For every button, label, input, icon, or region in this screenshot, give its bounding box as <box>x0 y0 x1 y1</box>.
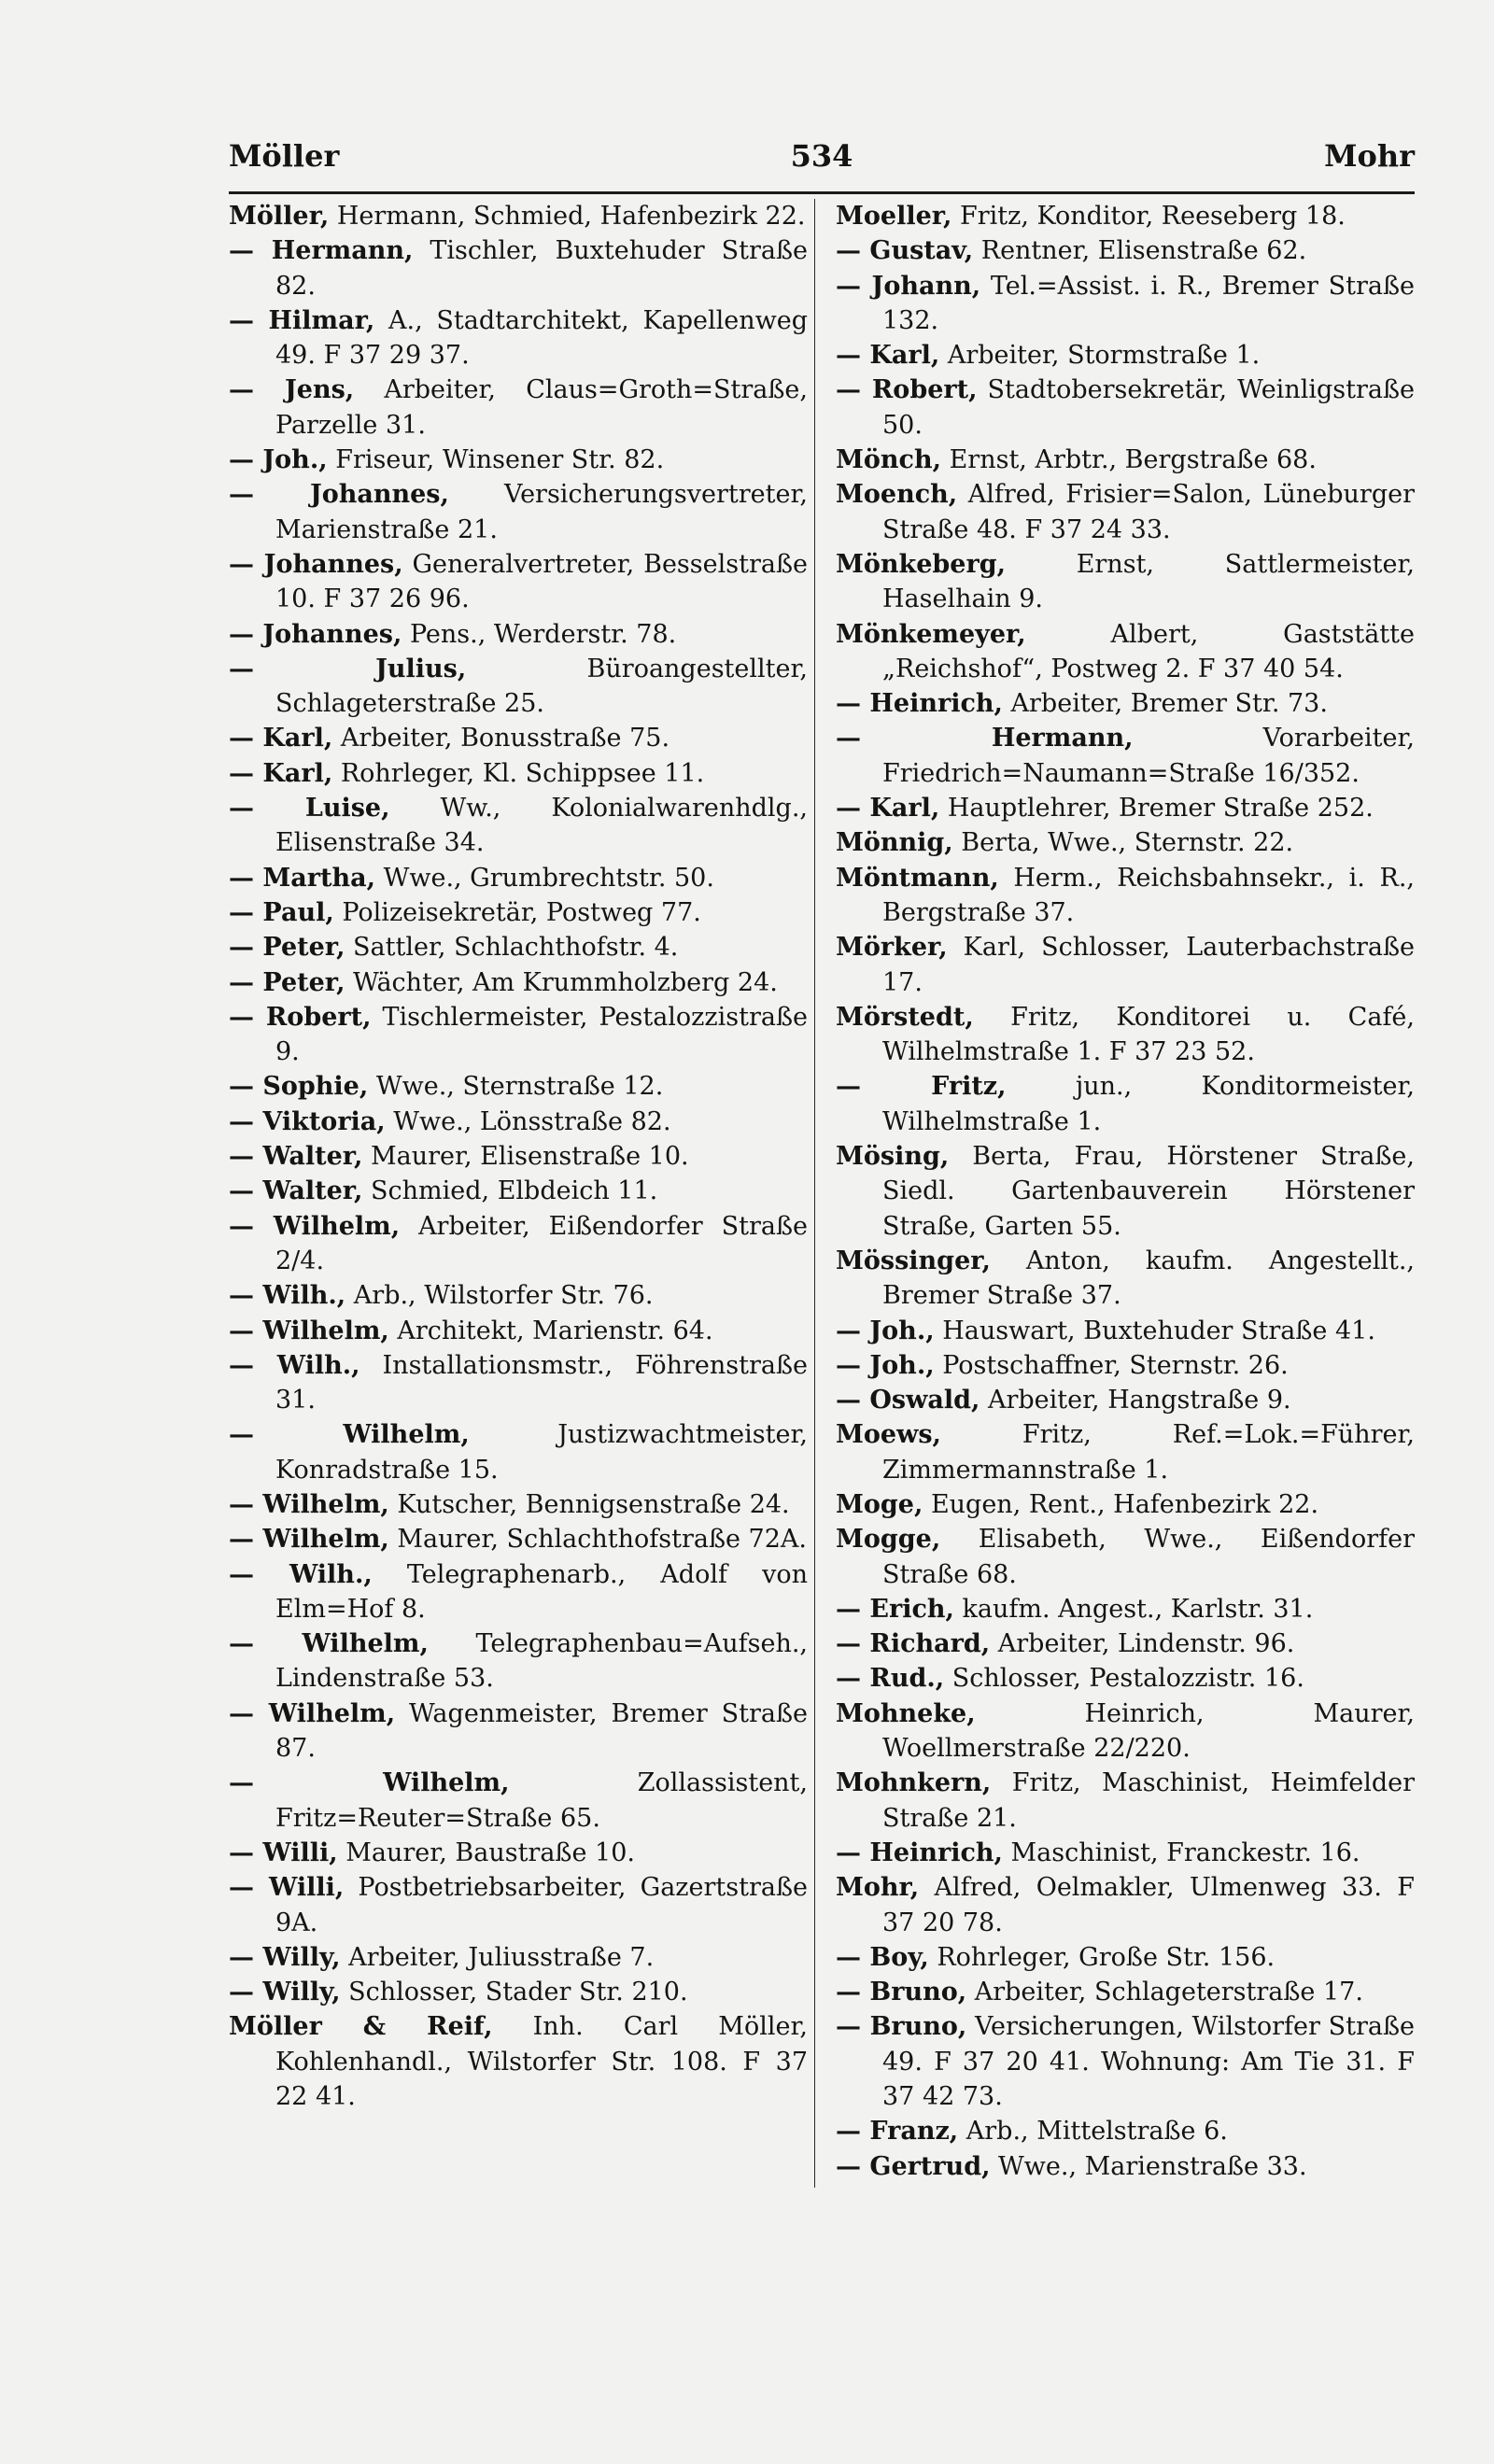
entry-details: Tel.=Assist. i. R., Bremer Straße 132. <box>882 271 1415 335</box>
directory-entry <box>836 930 1415 1000</box>
entry-name: — Hilmar, <box>229 305 375 335</box>
entry-details: Hauptlehrer, Bremer Straße 252. <box>939 794 1374 824</box>
entry-name: — Peter, <box>229 967 345 997</box>
directory-entry <box>229 1417 808 1487</box>
entry-name: — Johann, <box>836 271 981 301</box>
page-header <box>229 138 1415 187</box>
directory-entry <box>836 1069 1415 1139</box>
directory-entry <box>229 652 808 722</box>
entry-details: Telegraphenarb., Adolf von Elm=Hof 8. <box>275 1559 808 1624</box>
entry-name: — Joh., <box>229 445 328 475</box>
entry-details: Schmied, Elbdeich 11. <box>362 1176 658 1206</box>
directory-entry <box>229 1209 808 1279</box>
directory-entry <box>836 861 1415 931</box>
entry-name: Mönch, <box>836 445 941 475</box>
directory-entry <box>836 617 1415 687</box>
directory-entry <box>836 373 1415 443</box>
entry-name: Möntmann, <box>836 863 999 893</box>
directory-entry <box>836 1870 1415 1940</box>
entry-name: Mohneke, <box>836 1698 976 1728</box>
entry-details: Friseur, Winsener Str. 82. <box>327 445 665 475</box>
directory-entry <box>229 1626 808 1697</box>
directory-entry <box>836 1626 1415 1661</box>
entry-details: Versicherungsvertreter, Marienstraße 21. <box>275 480 808 544</box>
entry-name: — Wilhelm, <box>229 1211 401 1241</box>
entry-name: Möller & Reif, <box>229 2012 493 2042</box>
directory-entry <box>836 547 1415 617</box>
page-number: 534 <box>790 138 853 174</box>
entry-name: — Wilhelm, <box>229 1420 470 1450</box>
entry-details: Kutscher, Bennigsenstraße 24. <box>388 1489 790 1519</box>
directory-entry <box>229 721 808 755</box>
directory-entry <box>836 1383 1415 1417</box>
entry-name: — Martha, <box>229 863 376 893</box>
entry-details: Installationsmstr., Föhrenstraße 31. <box>275 1350 808 1415</box>
entry-name: — Joh., <box>836 1316 935 1345</box>
directory-entry <box>229 1314 808 1348</box>
directory-entry <box>836 721 1415 791</box>
directory-entry <box>836 1244 1415 1314</box>
directory-entry <box>229 1940 808 1975</box>
entry-name: — Jens, <box>229 375 355 405</box>
entry-name: — Heinrich, <box>836 689 1003 719</box>
entry-details: Albert, Gaststätte „Reichshof“, Postweg 2. F 37 40 54. <box>882 619 1415 683</box>
entry-name: — Hermann, <box>229 236 414 266</box>
entry-name: — Fritz, <box>836 1072 1007 1102</box>
directory-entry <box>229 1697 808 1767</box>
entry-details: Generalvertreter, Besselstraße 10. F 37 26 96. <box>275 549 808 614</box>
directory-entry <box>836 1697 1415 1767</box>
directory-entry <box>229 1836 808 1870</box>
directory-entry <box>836 1522 1415 1592</box>
entry-details: Wwe., Marienstraße 33. <box>990 2151 1307 2181</box>
entry-name: — Karl, <box>836 341 940 371</box>
directory-entry <box>836 1766 1415 1836</box>
entry-name: — Wilhelm, <box>229 1489 389 1519</box>
entry-details: Tischlermeister, Pestalozzistraße 9. <box>275 1002 808 1067</box>
entry-name: — Walter, <box>229 1176 363 1206</box>
entry-details: Arbeiter, Schlageterstraße 17. <box>966 1978 1363 2007</box>
directory-entry <box>836 338 1415 373</box>
directory-entry <box>836 1417 1415 1487</box>
entry-name: — Karl, <box>229 758 333 788</box>
entry-name: — Karl, <box>229 724 333 753</box>
entry-details: Schlosser, Stader Str. 210. <box>340 1978 688 2007</box>
entry-name: — Wilh., <box>229 1350 360 1380</box>
column-divider <box>814 199 815 2188</box>
entry-details: Justizwachtmeister, Konradstraße 15. <box>275 1420 808 1485</box>
entry-details: Arb., Mittelstraße 6. <box>958 2117 1228 2147</box>
entry-name: — Boy, <box>836 1942 929 1972</box>
directory-entry <box>229 303 808 373</box>
entry-name: — Willi, <box>229 1837 338 1867</box>
directory-entry <box>229 1870 808 1940</box>
entry-name: — Viktoria, <box>229 1106 386 1136</box>
directory-entry <box>229 373 808 443</box>
directory-entry <box>229 2009 808 2114</box>
entry-details: Wwe., Grumbrechtstr. 50. <box>375 863 714 893</box>
entry-details: Arbeiter, Eißendorfer Straße 2/4. <box>275 1211 808 1275</box>
directory-entry <box>836 1940 1415 1975</box>
entry-name: Mörstedt, <box>836 1002 974 1032</box>
entry-details: Berta, Frau, Hörstener Straße, Siedl. Gartenbauverein Hörstener Straße, Garten 55. <box>882 1142 1415 1241</box>
directory-entry <box>229 443 808 477</box>
entry-details: Hauswart, Buxtehuder Straße 41. <box>934 1316 1375 1345</box>
entry-details: Fritz, Ref.=Lok.=Führer, Zimmermannstraße 1. <box>882 1420 1415 1485</box>
entry-name: — Heinrich, <box>836 1837 1003 1867</box>
entry-details: Arb., Wilstorfer Str. 76. <box>345 1281 654 1311</box>
entry-details: Alfred, Frisier=Salon, Lüneburger Straße 48. F 37 24 33. <box>882 480 1415 544</box>
entry-details: Arbeiter, Claus=Groth=Straße, Parzelle 31. <box>275 375 808 440</box>
directory-entry <box>836 1592 1415 1626</box>
header-rule <box>229 191 1415 194</box>
directory-entry <box>836 825 1415 860</box>
entry-name: — Robert, <box>836 375 978 405</box>
directory-entry <box>836 2149 1415 2184</box>
directory-entry <box>836 1661 1415 1696</box>
entry-details: kaufm. Angest., Karlstr. 31. <box>953 1594 1314 1624</box>
entry-name: — Julius, <box>229 654 467 683</box>
entry-details: Arbeiter, Juliusstraße 7. <box>340 1942 655 1972</box>
entry-details: Schlosser, Pestalozzistr. 16. <box>944 1664 1304 1694</box>
entry-name: — Hermann, <box>836 724 1134 753</box>
directory-entry <box>229 1139 808 1174</box>
directory-entry <box>836 1975 1415 2009</box>
directory-entry <box>229 930 808 964</box>
entry-name: — Oswald, <box>836 1386 980 1415</box>
entry-details: Maurer, Baustraße 10. <box>337 1837 635 1867</box>
entry-details: Maschinist, Franckestr. 16. <box>1002 1837 1360 1867</box>
entry-details: Maurer, Schlachthofstraße 72A. <box>388 1525 807 1555</box>
entry-details: Polizeisekretär, Postweg 77. <box>333 897 701 927</box>
directory-entry <box>836 1487 1415 1522</box>
directory-entry <box>836 443 1415 477</box>
entry-name: Mönkemeyer, <box>836 619 1026 649</box>
entry-name: — Luise, <box>229 794 390 824</box>
entry-name: — Gustav, <box>836 236 974 266</box>
directory-entry <box>836 1139 1415 1244</box>
entry-name: — Peter, <box>229 933 345 963</box>
entry-name: — Walter, <box>229 1142 363 1172</box>
entry-details: Vorarbeiter, Friedrich=Naumann=Straße 16/352. <box>882 724 1415 788</box>
entry-details: Arbeiter, Stormstraße 1. <box>939 341 1261 371</box>
entry-details: Rohrleger, Große Str. 156. <box>928 1942 1276 1972</box>
entry-details: Sattler, Schlachthofstr. 4. <box>345 933 679 963</box>
directory-entry <box>229 861 808 895</box>
entry-details: jun., Konditormeister, Wilhelmstraße 1. <box>882 1072 1415 1136</box>
directory-entry <box>229 791 808 861</box>
directory-entry <box>836 233 1415 268</box>
entry-details: Arbeiter, Lindenstr. 96. <box>990 1629 1295 1659</box>
directory-entry <box>836 269 1415 339</box>
entry-details: Inh. Carl Möller, Kohlenhandl., Wilstorfer Str. 108. F 37 22 41. <box>275 2012 808 2112</box>
entry-details: Architekt, Marienstr. 64. <box>388 1316 713 1345</box>
entry-details: Karl, Schlosser, Lauterbachstraße 17. <box>882 933 1415 997</box>
entry-details: Rohrleger, Kl. Schippsee 11. <box>332 758 705 788</box>
entry-name: — Erich, <box>836 1594 954 1624</box>
directory-entry <box>836 2114 1415 2148</box>
entry-name: Moews, <box>836 1420 941 1450</box>
entry-name: Moeller, <box>836 202 952 231</box>
entry-name: — Wilhelm, <box>229 1316 389 1345</box>
entry-details: Rentner, Elisenstraße 62. <box>973 236 1307 266</box>
entry-name: Möller, <box>229 202 330 231</box>
entry-details: Fritz, Maschinist, Heimfelder Straße 21. <box>882 1768 1415 1833</box>
directory-entry <box>229 1000 808 1070</box>
directory-entry <box>836 1348 1415 1383</box>
entry-name: — Johannes, <box>229 619 402 649</box>
directory-entry <box>229 1174 808 1208</box>
entry-details: Arbeiter, Bonusstraße 75. <box>332 724 670 753</box>
directory-entry <box>229 617 808 652</box>
directory-entry <box>836 1314 1415 1348</box>
directory-entry <box>229 1278 808 1313</box>
directory-entry <box>836 1836 1415 1870</box>
directory-entry <box>229 756 808 791</box>
entry-name: — Willy, <box>229 1978 341 2007</box>
entry-name: — Gertrud, <box>836 2151 991 2181</box>
header-left-keyword: Möller <box>229 138 340 174</box>
entry-name: — Bruno, <box>836 2012 967 2042</box>
header-right-keyword: Mohr <box>1324 138 1415 174</box>
entry-details: Ernst, Sattlermeister, Haselhain 9. <box>882 549 1415 614</box>
entry-name: Moench, <box>836 480 958 510</box>
directory-entry <box>836 2009 1415 2114</box>
entry-details: Berta, Wwe., Sternstr. 22. <box>952 828 1294 858</box>
entry-details: Tischler, Buxtehuder Straße 82. <box>275 236 808 301</box>
entry-name: — Sophie, <box>229 1072 369 1102</box>
entry-details: Wwe., Sternstraße 12. <box>368 1072 664 1102</box>
entry-details: Arbeiter, Bremer Str. 73. <box>1002 689 1328 719</box>
entry-details: Ww., Kolonialwarenhdlg., Elisenstraße 34. <box>275 794 808 858</box>
entry-details: Heinrich, Maurer, Woellmerstraße 22/220. <box>882 1698 1415 1764</box>
entry-details: Büroangestellter, Schlageterstraße 25. <box>275 654 808 719</box>
entry-name: — Wilh., <box>229 1559 373 1589</box>
entry-details: Elisabeth, Wwe., Eißendorfer Straße 68. <box>882 1525 1415 1589</box>
entry-details: Wwe., Lönsstraße 82. <box>385 1106 671 1136</box>
entry-name: — Wilhelm, <box>229 1768 510 1798</box>
entry-details: Stadtobersekretär, Weinligstraße 50. <box>882 375 1415 440</box>
entry-details: Postschaffner, Sternstr. 26. <box>934 1350 1289 1380</box>
directory-entry <box>229 1766 808 1836</box>
directory-entry <box>836 1000 1415 1070</box>
entry-details: Zollassistent, Fritz=Reuter=Straße 65. <box>275 1768 808 1833</box>
entry-name: Mohnkern, <box>836 1768 992 1798</box>
directory-entry <box>229 233 808 303</box>
entry-details: Anton, kaufm. Angestellt., Bremer Straße 37. <box>882 1246 1415 1311</box>
entry-name: — Wilh., <box>229 1281 346 1311</box>
entry-name: Mohr, <box>836 1873 920 1903</box>
entry-details: Fritz, Konditorei u. Café, Wilhelmstraße 1. F 37 23 52. <box>882 1002 1415 1067</box>
entry-details: Herm., Reichsbahnsekr., i. R., Bergstraße 37. <box>882 863 1415 927</box>
entry-name: Mösing, <box>836 1142 950 1172</box>
entry-details: Wagenmeister, Bremer Straße 87. <box>275 1698 809 1764</box>
entry-name: — Wilhelm, <box>229 1525 389 1555</box>
entry-name: — Willi, <box>229 1873 345 1903</box>
entry-details: Postbetriebsarbeiter, Gazertstraße 9A. <box>275 1873 808 1937</box>
entry-name: Mönnig, <box>836 828 953 858</box>
entry-details: A., Stadtarchitekt, Kapellenweg 49. F 37 29 37. <box>275 305 808 371</box>
entry-name: — Bruno, <box>836 1978 967 2007</box>
directory-entry <box>229 1487 808 1522</box>
directory-entry <box>229 477 808 547</box>
entry-details: Versicherungen, Wilstorfer Straße 49. F 37 20 41. Wohnung: Am Tie 31. F 37 42 73. <box>882 2012 1415 2112</box>
entry-details: Eugen, Rent., Hafenbezirk 22. <box>923 1489 1319 1519</box>
directory-entry <box>836 199 1415 233</box>
directory-entry <box>229 1522 808 1556</box>
directory-entry <box>229 1557 808 1627</box>
entry-name: Mörker, <box>836 933 948 963</box>
entry-details: Alfred, Oelmakler, Ulmenweg 33. F 37 20 78. <box>882 1873 1415 1937</box>
entry-name: — Joh., <box>836 1350 935 1380</box>
entry-name: — Johannes, <box>229 480 449 510</box>
directory-entry <box>836 791 1415 825</box>
entry-name: — Willy, <box>229 1942 341 1972</box>
entry-name: Mössinger, <box>836 1246 991 1275</box>
directory-entry <box>229 1069 808 1104</box>
entry-name: Moge, <box>836 1489 923 1519</box>
entry-details: Wächter, Am Krummholzberg 24. <box>345 967 778 997</box>
entry-name: — Johannes, <box>229 549 403 579</box>
entry-details: Maurer, Elisenstraße 10. <box>362 1142 689 1172</box>
entry-name: — Robert, <box>229 1002 372 1032</box>
entry-details: Pens., Werderstr. 78. <box>402 619 677 649</box>
entry-details: Ernst, Arbtr., Bergstraße 68. <box>941 445 1317 475</box>
entry-name: — Wilhelm, <box>229 1698 396 1728</box>
entry-name: Mönkeberg, <box>836 549 1006 579</box>
directory-entry <box>229 1975 808 2009</box>
entry-name: — Paul, <box>229 897 334 927</box>
directory-entry <box>229 965 808 1000</box>
entry-name: — Richard, <box>836 1629 991 1659</box>
directory-entry <box>836 477 1415 547</box>
entry-details: Telegraphenbau=Aufseh., Lindenstraße 53. <box>275 1629 808 1694</box>
entry-details: Fritz, Konditor, Reeseberg 18. <box>951 202 1346 231</box>
directory-entry <box>229 895 808 930</box>
directory-entry <box>836 686 1415 721</box>
entry-details: Hermann, Schmied, Hafenbezirk 22. <box>329 202 806 231</box>
directory-entry <box>229 1348 808 1418</box>
entry-name: — Wilhelm, <box>229 1629 429 1659</box>
entry-name: Mogge, <box>836 1525 941 1555</box>
entry-name: — Franz, <box>836 2117 959 2147</box>
left-column <box>229 199 808 2114</box>
entry-name: — Rud., <box>836 1664 945 1694</box>
entry-details: Arbeiter, Hangstraße 9. <box>980 1386 1291 1415</box>
entry-name: — Karl, <box>836 794 940 824</box>
directory-entry <box>229 199 808 233</box>
directory-entry <box>229 1105 808 1139</box>
directory-entry <box>229 547 808 617</box>
right-column <box>836 199 1415 2184</box>
